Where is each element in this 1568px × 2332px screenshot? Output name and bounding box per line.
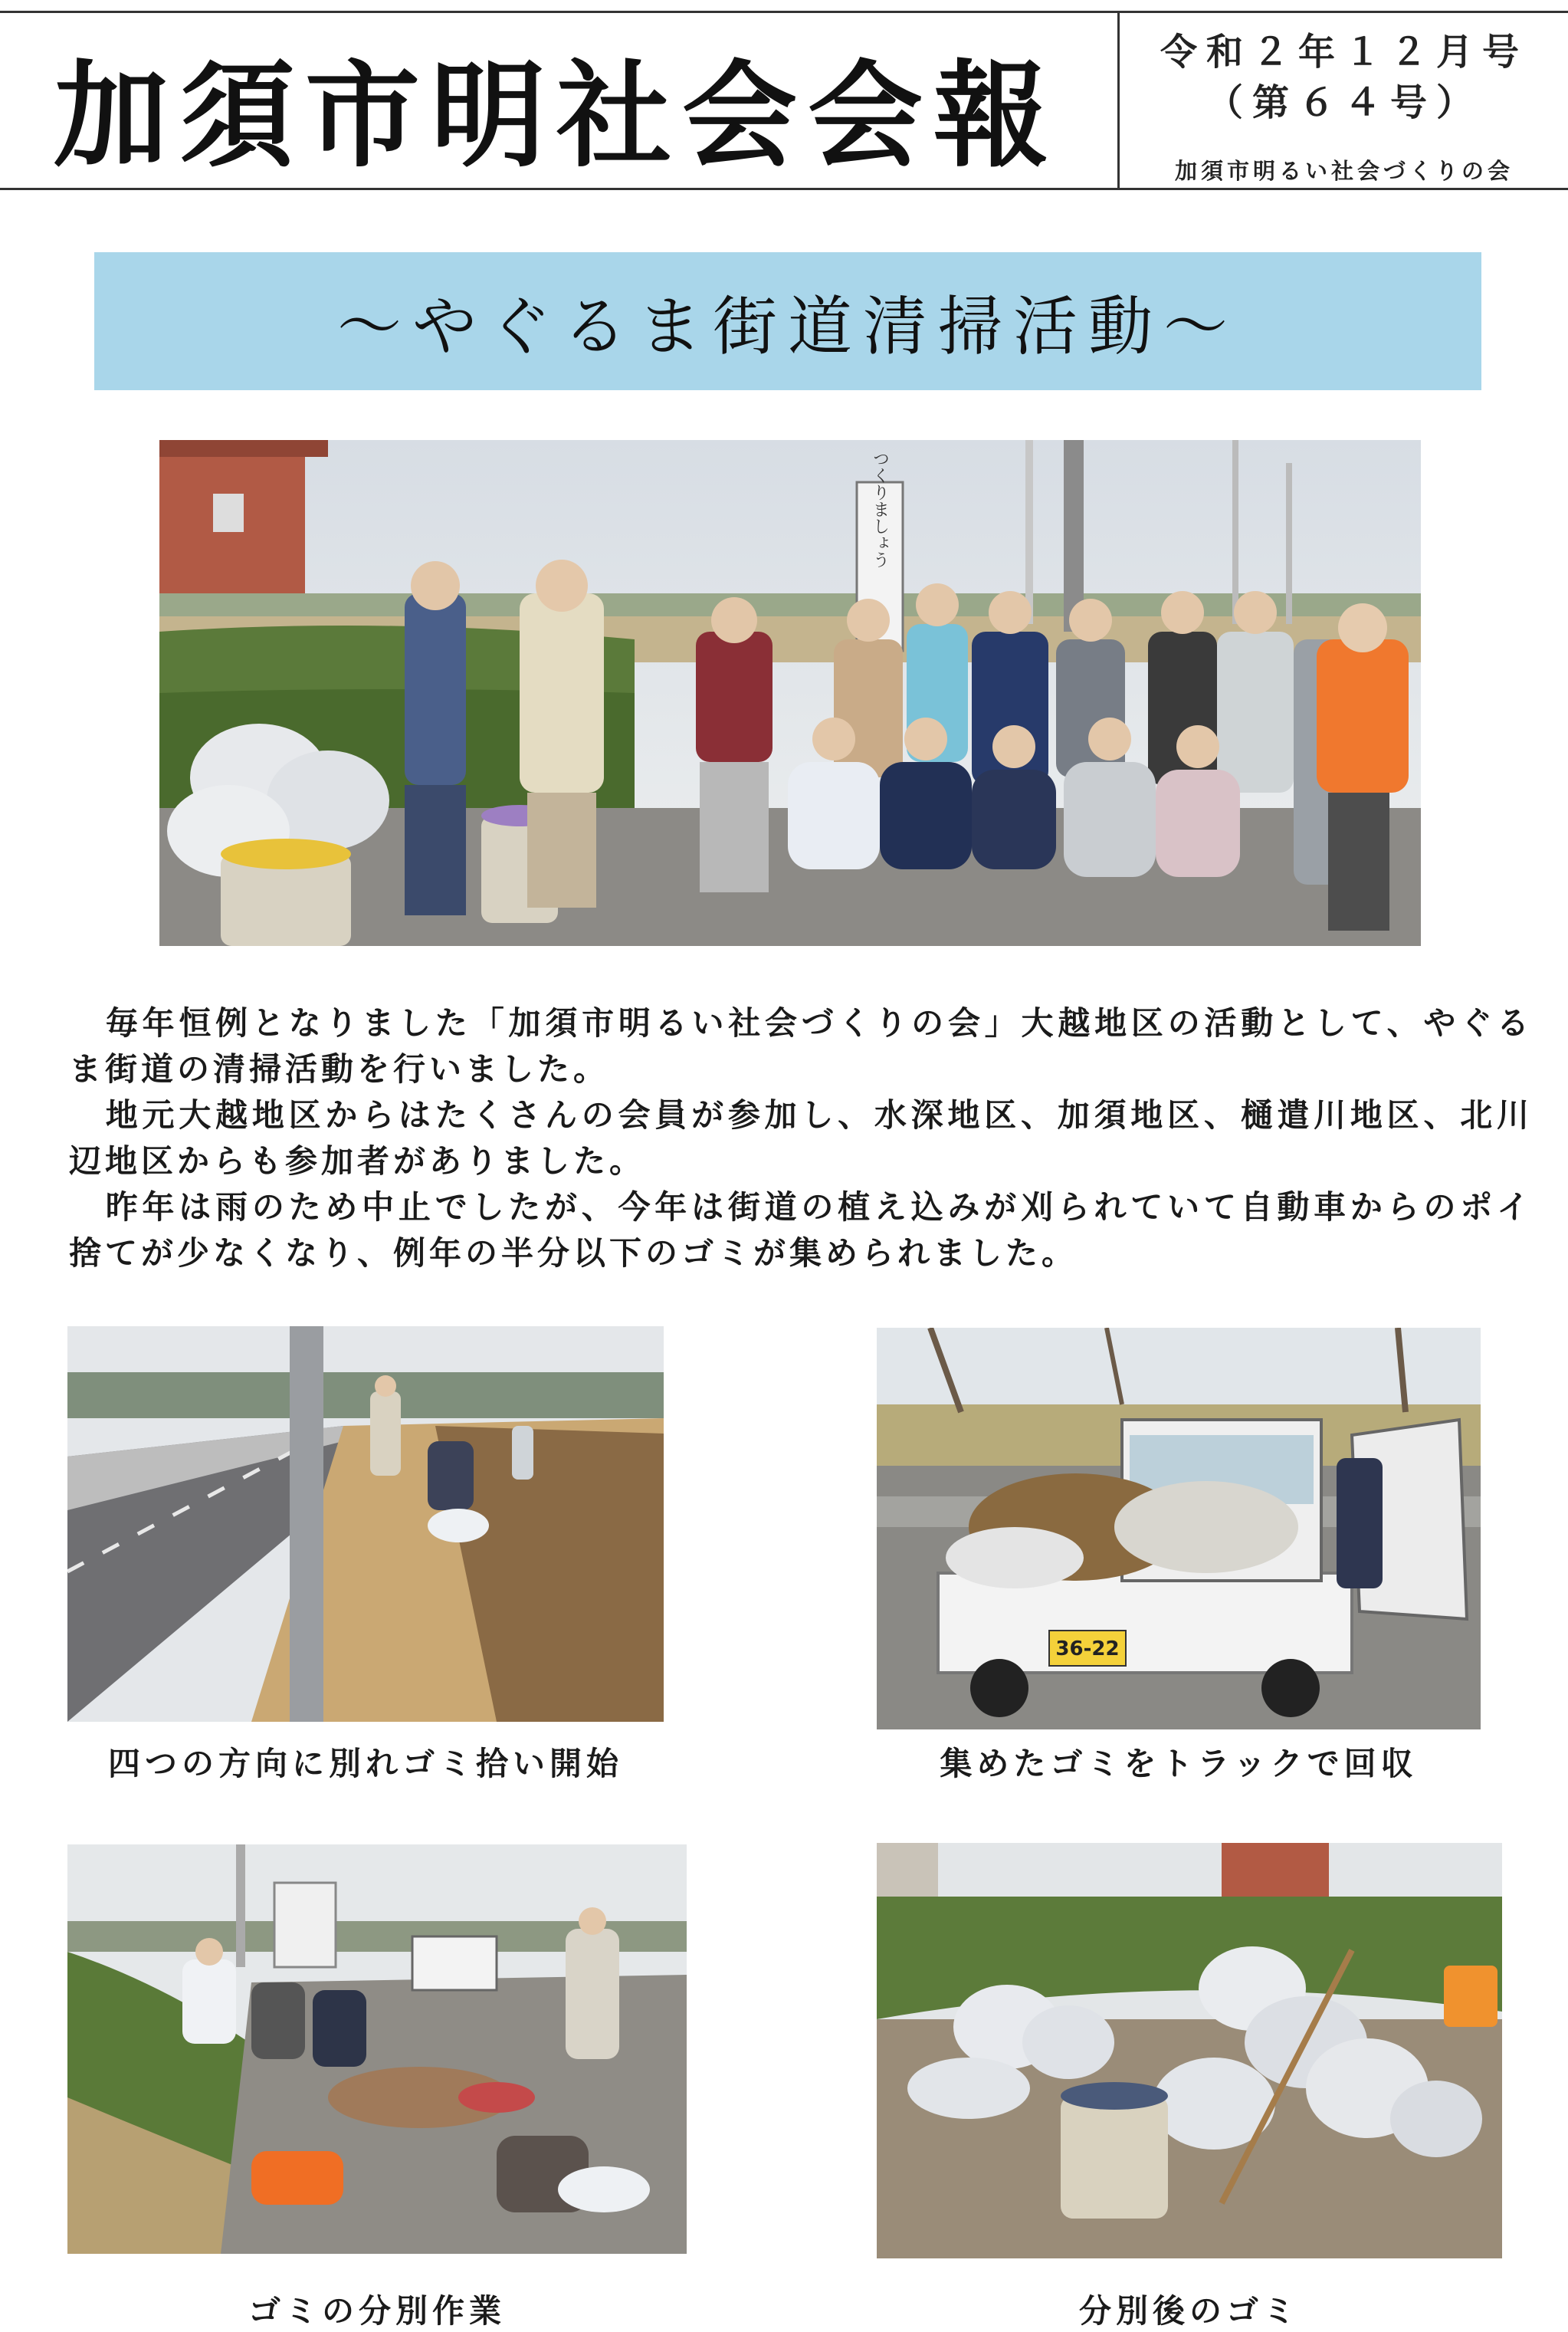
caption-sorting: ゴミの分別作業 xyxy=(248,2292,506,2330)
road-sign-text: つくりましょう xyxy=(870,450,890,568)
garbage-sorting-illustration xyxy=(67,1844,687,2254)
photo-truck-collection xyxy=(877,1328,1481,1729)
photo-roadside-pickup xyxy=(67,1326,664,1722)
article-paragraph: 毎年恒例となりました「加須市明るい社会づくりの会」大越地区の活動として、やぐるま街道の清掃活動を行いました。 xyxy=(69,1004,1533,1088)
masthead xyxy=(0,11,1568,190)
roadside-pickup-illustration xyxy=(67,1326,664,1722)
publisher-name: 加須市明るい社会づくりの会 xyxy=(1174,158,1514,184)
issue-date: 令和２年１２月号 xyxy=(1160,31,1528,74)
truck-collection-illustration xyxy=(877,1328,1481,1729)
license-plate: 36-22 xyxy=(1055,1637,1120,1660)
article-paragraph: 昨年は雨のため中止でしたが、今年は街道の植え込みが刈られていて自動車からのポイ捨てが少なくなり、例年の半分以下のゴミが集められました。 xyxy=(69,1188,1533,1272)
caption-truck: 集めたゴミをトラックで回収 xyxy=(940,1745,1418,1782)
masthead-divider xyxy=(1117,13,1120,188)
article-body xyxy=(69,1000,1533,1276)
caption-sorted: 分別後のゴミ xyxy=(1078,2292,1300,2330)
issue-number: （第６４号） xyxy=(1206,81,1482,124)
section-title: 〜やぐるま街道清掃活動〜 xyxy=(336,288,1238,364)
group-photo xyxy=(159,440,1421,946)
group-photo-illustration xyxy=(159,440,1421,946)
sorted-garbage-illustration xyxy=(877,1843,1502,2258)
article-paragraph: 地元大越地区からはたくさんの会員が参加し、水深地区、加須地区、樋遣川地区、北川辺地区からも参加者がありました。 xyxy=(69,1096,1533,1180)
photo-sorted-garbage xyxy=(877,1843,1502,2258)
photo-garbage-sorting xyxy=(67,1844,687,2254)
section-banner xyxy=(94,252,1481,390)
newsletter-title: 加須市明社会会報 xyxy=(54,50,1060,183)
caption-start: 四つの方向に別れゴミ拾い開始 xyxy=(107,1745,623,1782)
